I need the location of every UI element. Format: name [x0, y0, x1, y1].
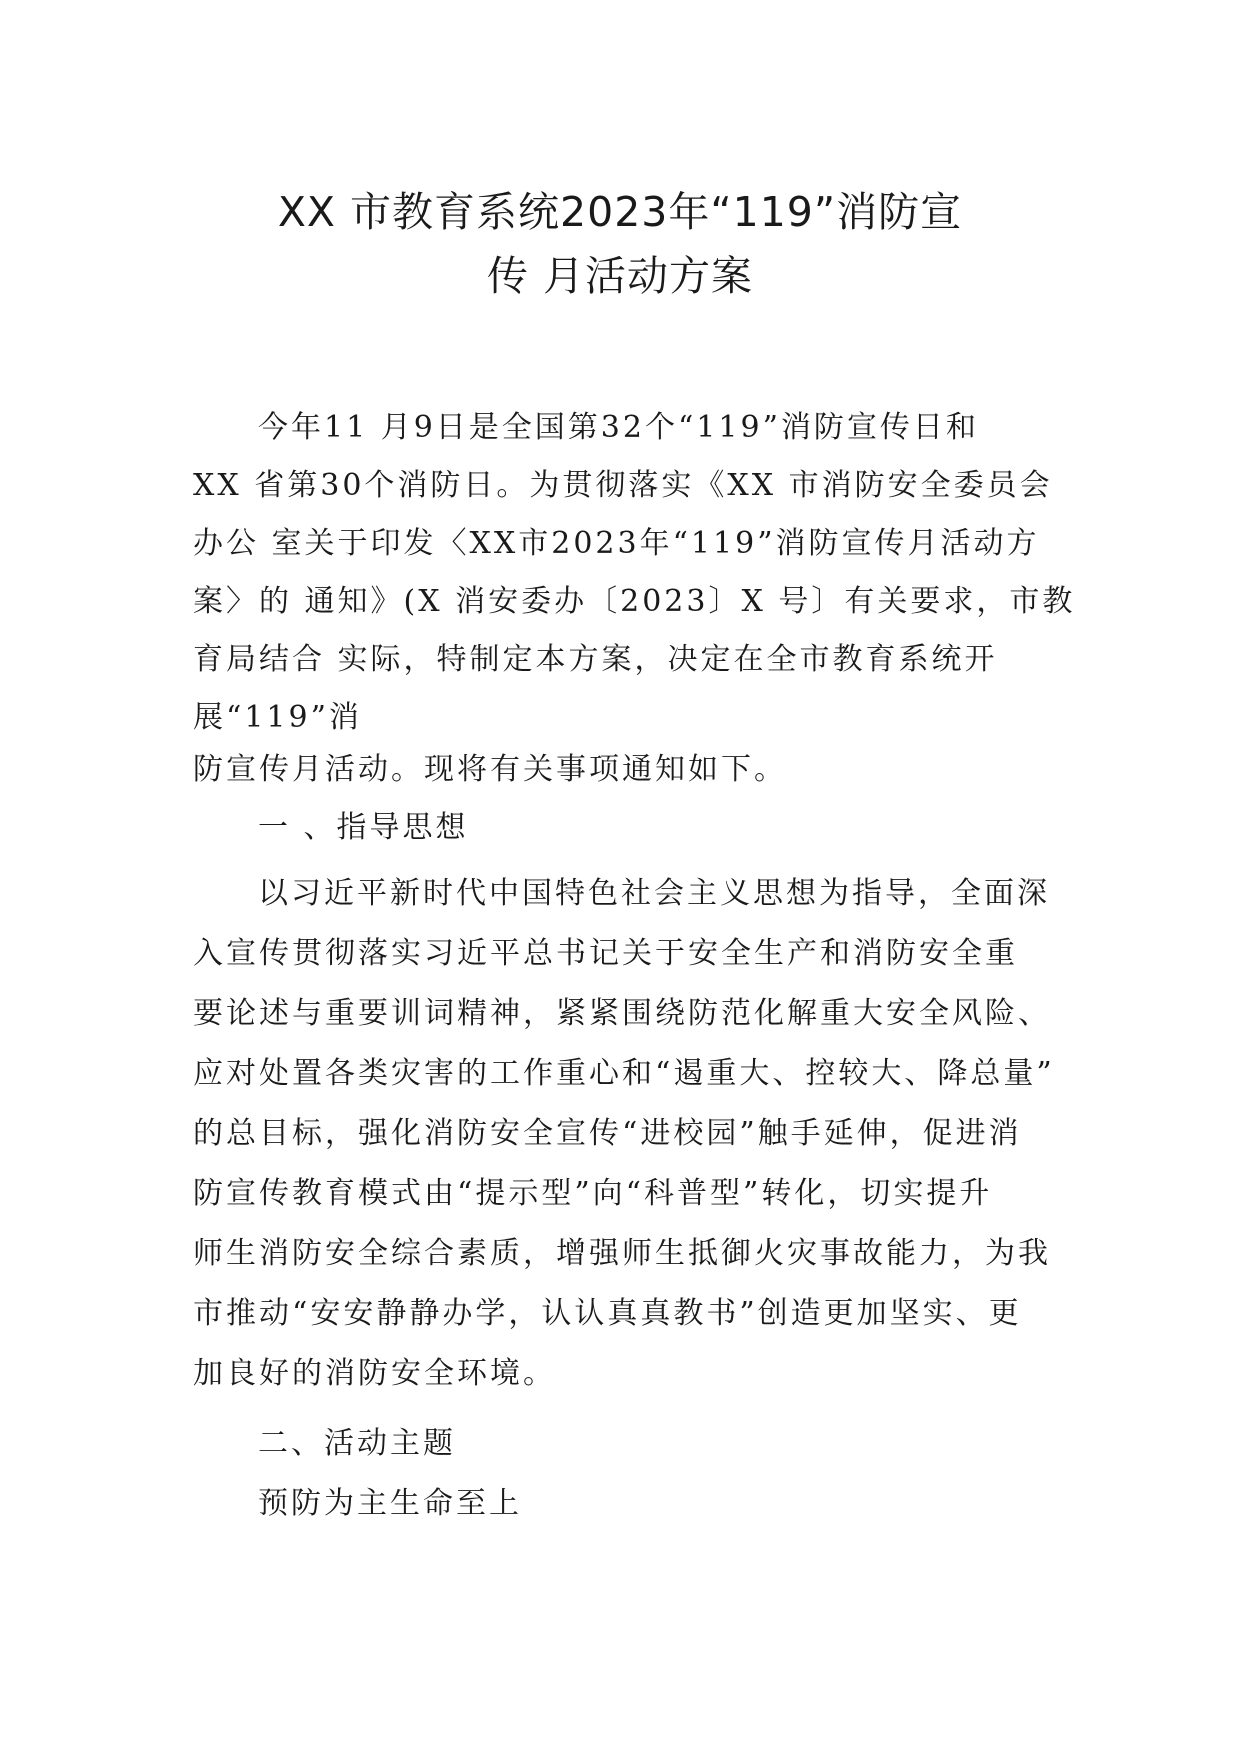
body-line-2: XX 省第30个消防日。为贯彻落实《XX 市消防安全委员会	[193, 468, 1053, 503]
body-line-6: 展“119”消	[193, 700, 362, 735]
body-line-16: 市推动“安安静静办学，认认真真教书”创造更加坚实、更	[193, 1296, 1022, 1331]
section-heading-guiding-ideology: 一 、指导思想	[258, 810, 469, 845]
section-heading-activity-theme: 二、活动主题	[258, 1426, 456, 1461]
body-line-1: 今年11 月9日是全国第32个“119”消防宣传日和	[258, 410, 979, 445]
body-line-12: 应对处置各类灾害的工作重心和“遏重大、控较大、降总量”	[193, 1056, 1055, 1091]
body-line-14: 防宣传教育模式由“提示型”向“科普型”转化，切实提升	[193, 1176, 993, 1211]
body-line-4: 案〉的 通知》(X 消安委办〔2023〕X 号〕有关要求，市教	[193, 584, 1076, 619]
body-line-5: 育局结合 实际，特制定本方案，决定在全市教育系统开	[193, 642, 998, 677]
body-line-10: 入宣传贯彻落实习近平总书记关于安全生产和消防安全重	[193, 936, 1018, 971]
activity-theme-text: 预防为主生命至上	[258, 1486, 522, 1521]
document-title-line-1: XX 市教育系统2023年“119”消防宣	[277, 188, 963, 236]
body-line-15: 师生消防安全综合素质，增强师生抵御火灾事故能力，为我	[193, 1236, 1051, 1271]
body-line-13: 的总目标，强化消防安全宣传“进校园”触手延伸，促进消	[193, 1116, 1022, 1151]
document-title-line-2: 传 月活动方案	[486, 252, 754, 300]
body-line-9: 以习近平新时代中国特色社会主义思想为指导，全面深	[258, 876, 1050, 911]
body-line-17: 加良好的消防安全环境。	[193, 1356, 556, 1391]
body-line-11: 要论述与重要训词精神，紧紧围绕防范化解重大安全风险、	[193, 996, 1051, 1031]
body-line-3: 办公 室关于印发〈XX市2023年“119”消防宣传月活动方	[193, 526, 1040, 561]
body-line-7: 防宣传月活动。现将有关事项通知如下。	[193, 752, 787, 787]
